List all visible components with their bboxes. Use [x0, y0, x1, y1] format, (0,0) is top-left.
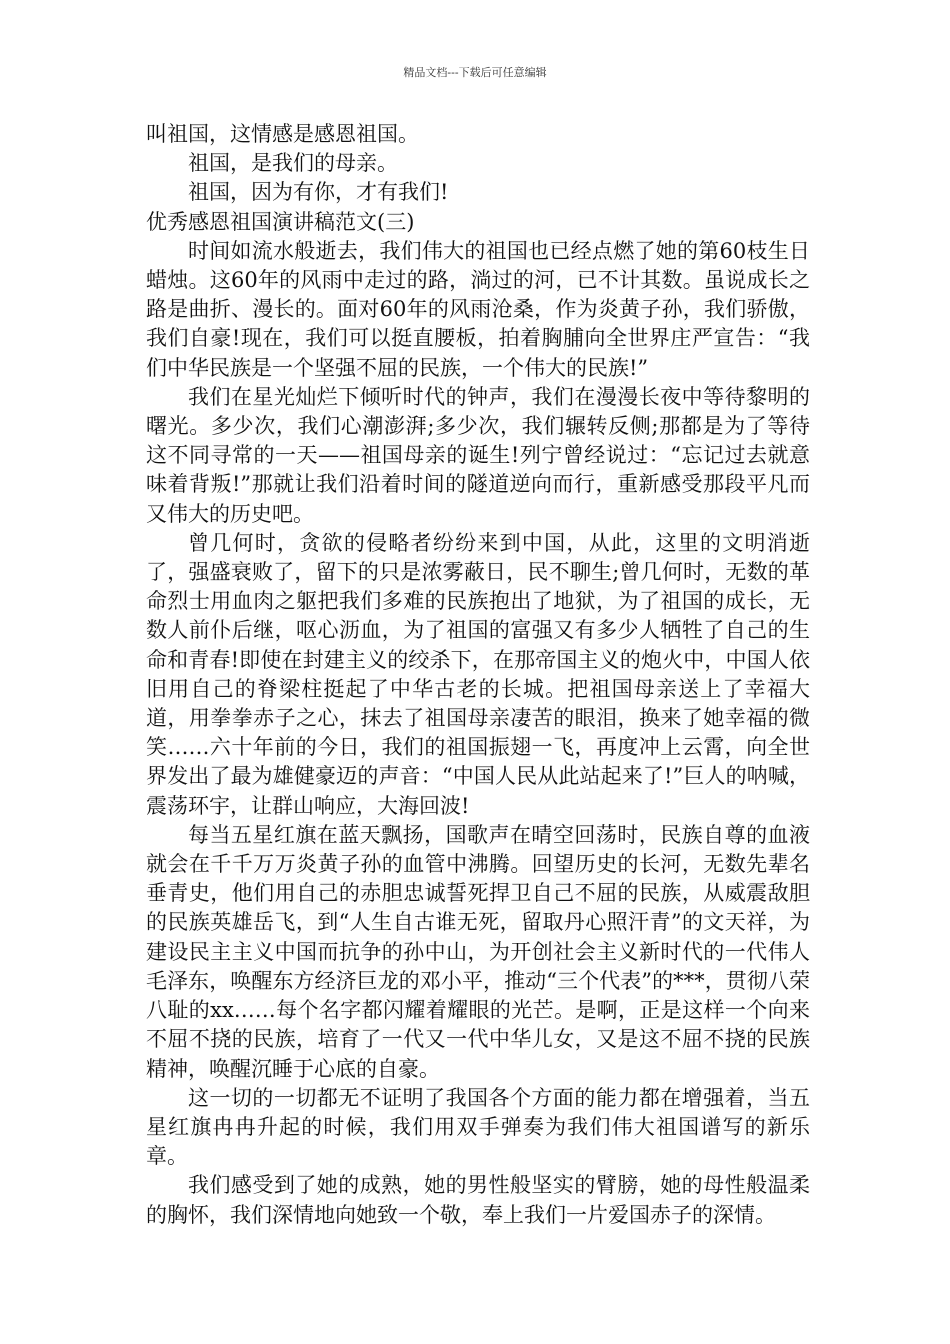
paragraph-mother: 祖国，是我们的母亲。	[188, 151, 398, 176]
document-body	[146, 120, 810, 1230]
paragraph-red-flag: 每当五星红旗在蓝天飘扬，国歌声在晴空回荡时，民族自尊的血液就会在千千万万炎黄子孙的血管中沸腾。回望历史的长河，无数先辈名垂青史，他们用自己的赤胆忠诚誓死捍卫自己不屈的民族，从威震敌胆的民族英雄岳飞，到“人生自古谁无死，留取丹心照汗青”的文天祥，为建设民主主义中国而抗争的孙中山，为开创社会主义新时代的一代伟人毛泽东，唤醒东方经济巨龙的邓小平，推动“三个代表”的***，贯彻八荣八耻的xx……每个名字都闪耀着耀眼的光芒。是啊，正是这样一个向来不屈不挠的民族，培育了一代又一代中华儿女，又是这不屈不挠的民族精神，唤醒沉睡于心底的自豪。	[146, 822, 810, 1081]
paragraph-continuation: 叫祖国，这情感是感恩祖国。	[146, 122, 419, 146]
page-header: 精品文档---下载后可任意编辑	[403, 66, 547, 79]
paragraph-maturity: 我们感受到了她的成熟，她的男性般坚实的臂膀，她的母性般温柔的胸怀，我们深情地向她致一个敬，奉上我们一片爱国赤子的深情。	[146, 1173, 810, 1227]
paragraph-proof: 这一切的一切都无不证明了我国各个方面的能力都在增强着，当五星红旗冉冉升起的时候，我们用双手弹奏为我们伟大祖国谱写的新乐章。	[146, 1085, 810, 1169]
paragraph-time-flows: 时间如流水般逝去，我们伟大的祖国也已经点燃了她的第60枝生日蜡烛。这60年的风雨中走过的路，淌过的河，已不计其数。虽说成长之路是曲折、漫长的。面对60年的风雨沧桑，作为炎黄子孙，我们骄傲，我们自豪!现在，我们可以挺直腰板，拍着胸脯向全世界庄严宣告：“我们中华民族是一个坚强不屈的民族，一个伟大的民族!”	[146, 238, 810, 380]
paragraph-starlight: 我们在星光灿烂下倾听时代的钟声，我们在漫漫长夜中等待黎明的曙光。多少次，我们心潮澎湃;多少次，我们辗转反侧;那都是为了等待这不同寻常的一天——祖国母亲的诞生!列宁曾经说过：“忘记过去就意味着背叛!”那就让我们沿着时间的隧道逆向而行，重新感受那段平凡而又伟大的历史吧。	[146, 384, 810, 526]
section-heading: 优秀感恩祖国演讲稿范文(三)	[146, 209, 415, 234]
paragraph-because-of-you: 祖国，因为有你，才有我们!	[188, 180, 449, 205]
paragraph-history: 曾几何时，贪欲的侵略者纷纷来到中国，从此，这里的文明消逝了，强盛衰败了，留下的只是浓雾蔽日，民不聊生;曾几何时，无数的革命烈士用血肉之躯把我们多难的民族抱出了地狱，为了祖国的成长，无数人前仆后继，呕心沥血，为了祖国的富强又有多少人牺牲了自己的生命和青春!即使在封建主义的绞杀下，在那帝国主义的炮火中，中国人依旧用自己的脊梁柱挺起了中华古老的长城。把祖国母亲送上了幸福大道，用拳拳赤子之心，抹去了祖国母亲凄苦的眼泪，换来了她幸福的微笑……六十年前的今日，我们的祖国振翅一飞，再度冲上云霄，向全世界发出了最为雄健豪迈的声音：“中国人民从此站起来了!”巨人的呐喊，震荡环宇，让群山响应，大海回波!	[146, 530, 810, 818]
